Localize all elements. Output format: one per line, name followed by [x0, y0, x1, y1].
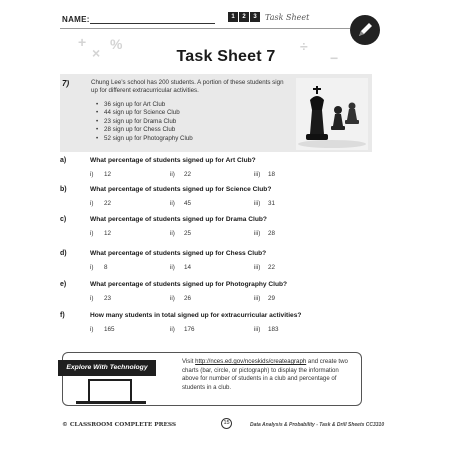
times-doodle-icon: × — [92, 45, 101, 61]
option-value: 26 — [184, 295, 192, 302]
option-label: iii) — [254, 264, 261, 271]
problem-intro: Chung Lee’s school has 200 students. A portion of these students sign up for different extracurricular activities. — [91, 79, 284, 95]
name-label: NAME: — [62, 15, 90, 24]
answer-option[interactable] — [90, 171, 111, 178]
computer-icon — [88, 379, 132, 401]
answer-option[interactable] — [170, 264, 191, 271]
option-value: 8 — [104, 264, 108, 271]
publisher-logo: © CLASSROOM COMPLETE PRESS — [62, 422, 177, 428]
explore-instructions — [182, 358, 354, 392]
list-item: • 52 sign up for Photography Club — [96, 135, 193, 143]
option-label: iii) — [254, 171, 261, 178]
option-value: 165 — [104, 326, 115, 333]
option-label: ii) — [170, 200, 175, 207]
option-label: iii) — [254, 230, 261, 237]
option-value: 12 — [104, 171, 112, 178]
minus-doodle-icon: − — [330, 50, 339, 66]
answer-option[interactable] — [170, 230, 191, 237]
option-value: 12 — [104, 230, 112, 237]
question-letter: e) — [60, 281, 67, 288]
answer-option[interactable] — [170, 200, 191, 207]
question-text: What percentage of students signed up for Drama Club? — [90, 216, 267, 223]
answer-option[interactable] — [90, 295, 111, 302]
club-list — [96, 101, 193, 143]
page-title: Task Sheet 7 — [176, 48, 276, 65]
answer-option[interactable] — [170, 171, 191, 178]
option-label: iii) — [254, 295, 261, 302]
answer-option[interactable] — [170, 295, 191, 302]
list-item: • 23 sign up for Drama Club — [96, 118, 193, 126]
question-text: What percentage of students signed up for Photography Club? — [90, 281, 288, 288]
option-label: ii) — [170, 326, 175, 333]
question-letter: c) — [60, 216, 67, 223]
answer-option[interactable] — [90, 230, 111, 237]
option-label: i) — [90, 200, 94, 207]
answer-option[interactable] — [90, 326, 115, 333]
badge-digit: 3 — [250, 12, 260, 22]
option-value: 29 — [268, 295, 276, 302]
option-value: 22 — [268, 264, 276, 271]
option-label: ii) — [170, 171, 175, 178]
option-value: 28 — [268, 230, 276, 237]
option-label: iii) — [254, 200, 261, 207]
answer-option[interactable] — [254, 326, 279, 333]
option-label: ii) — [170, 230, 175, 237]
divide-doodle-icon: ÷ — [300, 38, 308, 54]
question-text: What percentage of students signed up for Art Club? — [90, 157, 256, 164]
option-value: 14 — [184, 264, 192, 271]
footer-series: Data Analysis & Probability - Task & Drill Sheets CC3310 — [250, 422, 385, 428]
option-value: 22 — [184, 171, 192, 178]
list-item: • 36 sign up for Art Club — [96, 101, 193, 109]
question-letter: a) — [60, 157, 67, 164]
question-letter: b) — [60, 186, 67, 193]
option-value: 23 — [104, 295, 112, 302]
option-label: ii) — [170, 295, 175, 302]
option-label: i) — [90, 326, 94, 333]
task-sheet-badge — [228, 12, 309, 22]
problem-number: 7) — [62, 79, 70, 88]
option-value: 22 — [104, 200, 112, 207]
option-label: iii) — [254, 326, 261, 333]
option-label: i) — [90, 295, 94, 302]
question-text: What percentage of students signed up for Chess Club? — [90, 250, 267, 257]
explore-rest: and create two charts (bar, circle, or pictograph) to display the information above for number of students in a club and percentage of students in a club. — [182, 358, 348, 391]
list-item: • 28 sign up for Chess Club — [96, 126, 193, 134]
badge-digit: 2 — [239, 12, 249, 22]
answer-option[interactable] — [90, 264, 108, 271]
option-value: 31 — [268, 200, 276, 207]
question-text: What percentage of students signed up for Science Club? — [90, 186, 272, 193]
header-divider — [60, 28, 350, 29]
option-label: i) — [90, 171, 94, 178]
option-label: i) — [90, 264, 94, 271]
answer-option[interactable] — [254, 295, 275, 302]
answer-option[interactable] — [170, 326, 195, 333]
name-field[interactable] — [90, 23, 215, 24]
answer-option[interactable] — [254, 230, 275, 237]
computer-base-icon — [76, 401, 146, 404]
badge-label: Task Sheet — [265, 12, 310, 22]
option-value: 25 — [184, 230, 192, 237]
explore-link[interactable]: http://nces.ed.gov/nceskids/createagraph — [195, 358, 307, 365]
option-label: i) — [90, 230, 94, 237]
plus-doodle-icon: + — [78, 34, 87, 50]
option-value: 18 — [268, 171, 276, 178]
answer-option[interactable] — [90, 200, 111, 207]
option-value: 45 — [184, 200, 192, 207]
answer-option[interactable] — [254, 171, 275, 178]
option-value: 176 — [184, 326, 195, 333]
answer-option[interactable] — [254, 264, 275, 271]
badge-digit: 1 — [228, 12, 238, 22]
option-value: 183 — [268, 326, 279, 333]
chess-pieces-image — [296, 78, 368, 150]
list-item: • 44 sign up for Science Club — [96, 109, 193, 117]
question-letter: f) — [60, 312, 65, 319]
question-letter: d) — [60, 250, 67, 257]
explore-visit: Visit — [182, 358, 196, 365]
page-number: 15 — [221, 418, 232, 429]
percent-doodle-icon: % — [110, 36, 123, 52]
pencil-icon — [350, 15, 380, 45]
question-text: How many students in total signed up for extracurricular activities? — [90, 312, 302, 319]
answer-option[interactable] — [254, 200, 275, 207]
option-label: ii) — [170, 264, 175, 271]
explore-banner: Explore With Technology — [58, 360, 156, 376]
